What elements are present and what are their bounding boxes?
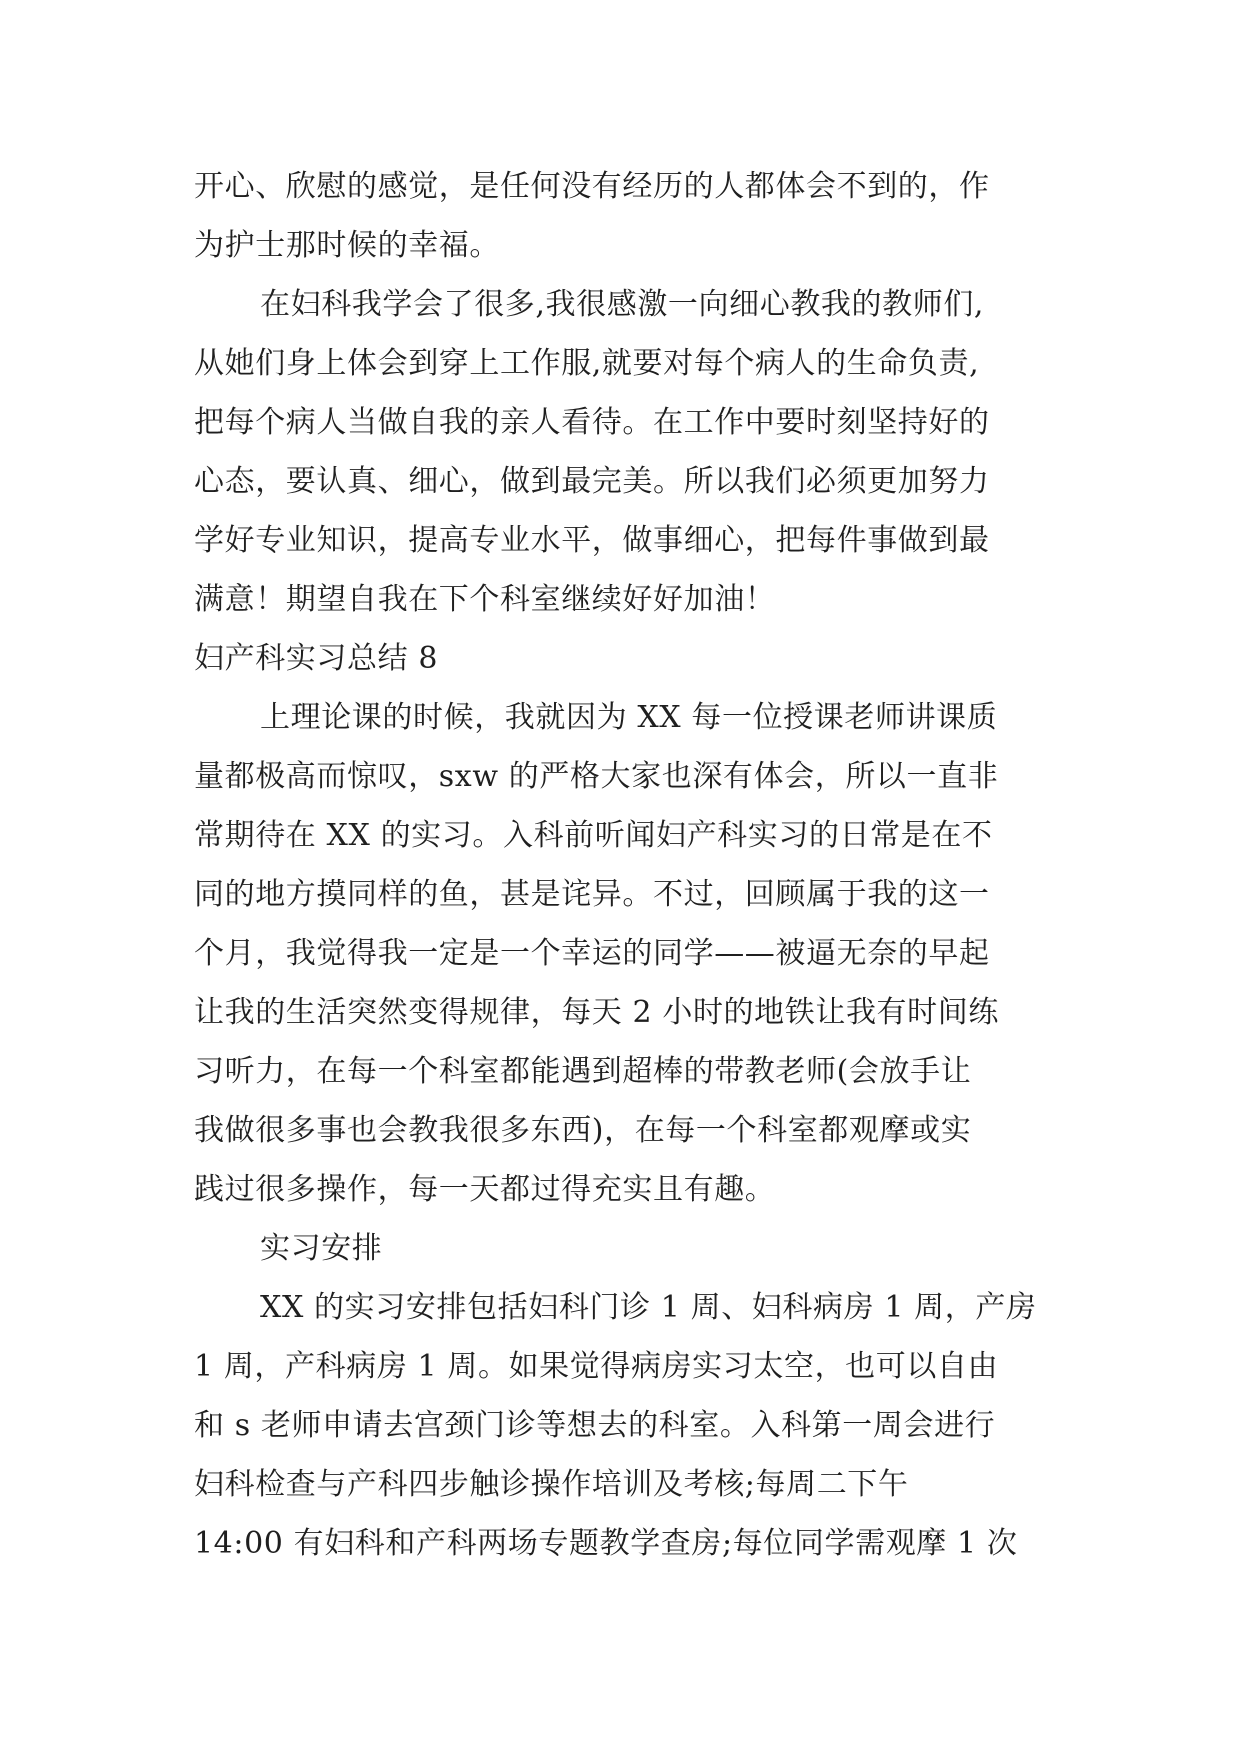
text-line: 心态，要认真、细心，做到最完美。所以我们必须更加努力 <box>194 464 990 499</box>
text-line: 我做很多事也会教我很多东西)，在每一个科室都观摩或实 <box>194 1113 972 1148</box>
text-line: 为护士那时候的幸福。 <box>194 228 500 263</box>
paragraph-start-line: 上理论课的时候，我就因为 XX 每一位授课老师讲课质 <box>260 700 998 735</box>
text-line: 践过很多操作，每一天都过得充实且有趣。 <box>194 1172 776 1207</box>
text-line: 学好专业知识，提高专业水平，做事细心，把每件事做到最 <box>194 523 990 558</box>
text-line: 妇科检查与产科四步触诊操作培训及考核;每周二下午 <box>194 1467 909 1502</box>
subheading: 实习安排 <box>260 1231 383 1266</box>
text-line: 和 s 老师申请去宫颈门诊等想去的科室。入科第一周会进行 <box>194 1408 996 1443</box>
section-heading: 妇产科实习总结 8 <box>194 641 439 676</box>
paragraph-start-line: 在妇科我学会了很多,我很感激一向细心教我的教师们, <box>260 287 985 322</box>
text-line: 常期待在 XX 的实习。入科前听闻妇产科实习的日常是在不 <box>194 818 993 853</box>
text-line: 量都极高而惊叹，sxw 的严格大家也深有体会，所以一直非 <box>194 759 999 794</box>
text-line: 从她们身上体会到穿上工作服,就要对每个病人的生命负责, <box>194 346 980 381</box>
paragraph-start-line: XX 的实习安排包括妇科门诊 1 周、妇科病房 1 周，产房 <box>260 1290 1037 1325</box>
text-line: 开心、欣慰的感觉，是任何没有经历的人都体会不到的，作 <box>194 169 990 204</box>
text-line: 1 周，产科病房 1 周。如果觉得病房实习太空，也可以自由 <box>194 1349 999 1384</box>
text-line: 让我的生活突然变得规律，每天 2 小时的地铁让我有时间练 <box>194 995 999 1030</box>
text-line: 同的地方摸同样的鱼，甚是诧异。不过，回顾属于我的这一 <box>194 877 990 912</box>
text-line: 习听力，在每一个科室都能遇到超棒的带教老师(会放手让 <box>194 1054 972 1089</box>
text-line: 14:00 有妇科和产科两场专题教学查房;每位同学需观摩 1 次 <box>194 1526 1018 1561</box>
text-line: 把每个病人当做自我的亲人看待。在工作中要时刻坚持好的 <box>194 405 990 440</box>
text-line: 个月，我觉得我一定是一个幸运的同学——被逼无奈的早起 <box>194 936 990 971</box>
document-body <box>194 157 1064 1573</box>
text-line: 满意！期望自我在下个科室继续好好加油！ <box>194 582 776 617</box>
